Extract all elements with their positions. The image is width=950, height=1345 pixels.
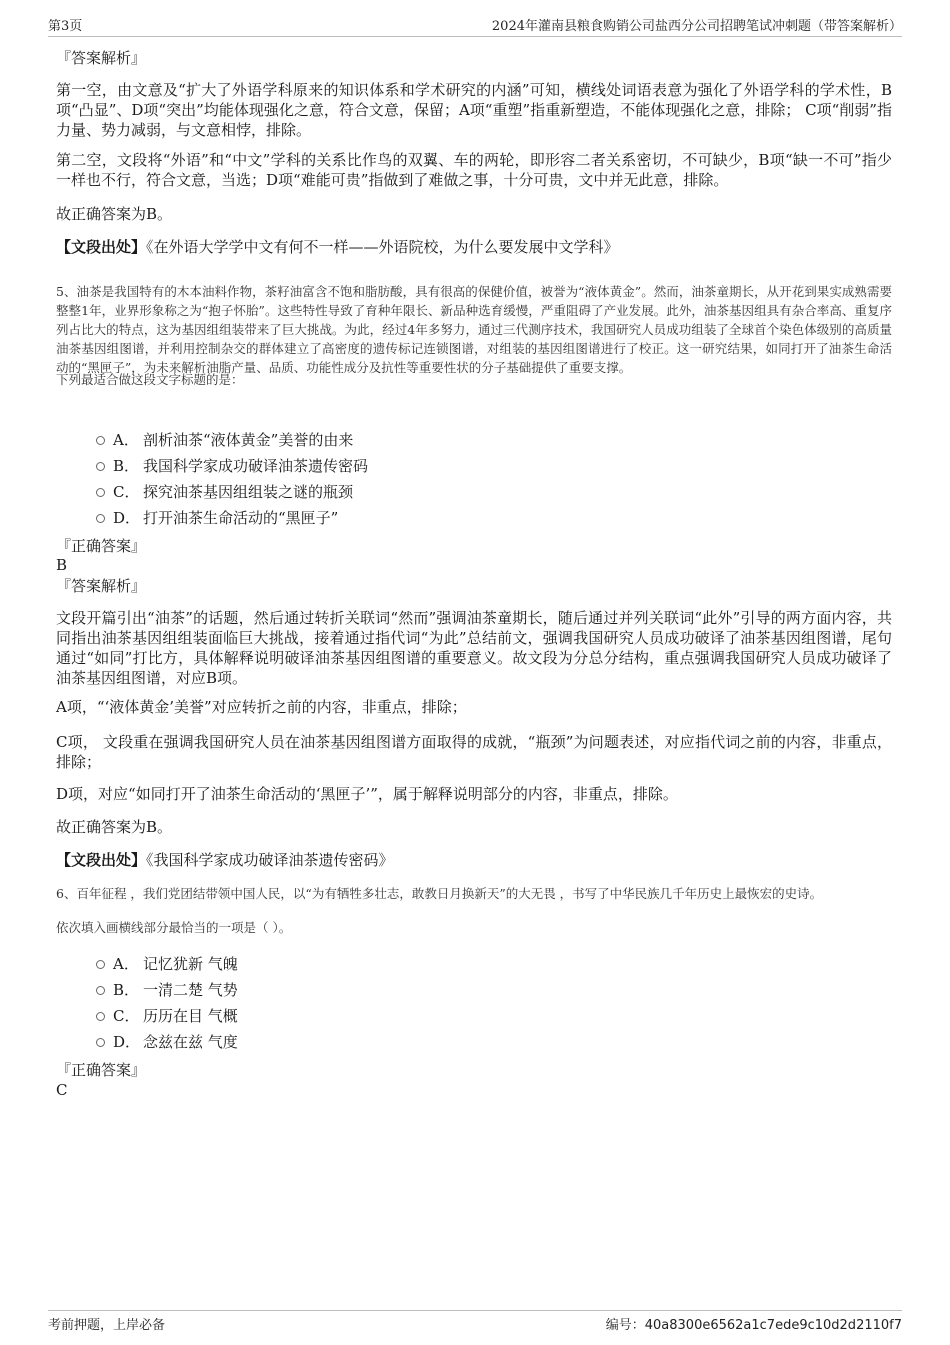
option-text: 历历在目 气概 [143,1007,238,1025]
q5-analysis-3: C项， 文段重在强调我国研究人员在油茶基因组图谱方面取得的成就，“瓶颈”为问题表述，对应指代词之前的内容，非重点，排除； [56,733,892,771]
q4-source-label: 【文段出处】 [56,238,147,256]
q4-analysis-para2: 第二空，文段将“外语”和“中文”学科的关系比作鸟的双翼、车的两轮，即形容二者关系密切，不可缺少，B项“缺一不可”指少一样也不行，符合文意，当选；D项“难能可贵”指做到了难做之事，十分可贵，文中并无此意，排除。 [56,151,892,189]
radio-icon[interactable] [96,960,105,969]
option-text: 我国科学家成功破译油茶遗传密码 [143,457,369,475]
footer-slogan: 考前押题，上岸必备 [48,1318,166,1333]
option-letter: B． [113,981,140,999]
option-text: 打开油茶生命活动的“黑匣子” [143,509,339,527]
q5-option-c[interactable] [96,481,353,503]
q6-option-a[interactable] [96,953,238,975]
radio-icon[interactable] [96,1038,105,1047]
q5-option-b[interactable] [96,455,368,477]
option-letter: A． [113,955,139,973]
option-text: 记忆犹新 气魄 [143,955,238,973]
document-code [606,1314,902,1333]
option-letter: D． [113,1033,141,1051]
q4-analysis-para1: 第一空，由文意及“扩大了外语学科原来的知识体系和学术研究的内涵”可知，横线处词语表意为强化了外语学科的学术性，B项“凸显”、D项“突出”均能体现强化之意，符合文意，保留；A项“重塑”指重新塑造，不能体现强化之意，排除； C项“削弱”指力量、势力减弱，与文意相悖，排除。 [56,81,892,139]
option-text: 剖析油茶“液体黄金”美誉的由来 [143,431,354,449]
q6-option-c[interactable] [96,1005,238,1027]
option-letter: B． [113,457,140,475]
q6-option-b[interactable] [96,979,238,1001]
q5-question: 下列最适合做这段文字标题的是： [56,372,244,387]
q6-question: 依次填入画横线部分最恰当的一项是（ ）。 [56,920,292,935]
q5-answer-label: 『正确答案』 [56,537,147,555]
q4-analysis-label: 『答案解析』 [56,49,147,67]
radio-icon[interactable] [96,436,105,445]
radio-icon[interactable] [96,514,105,523]
radio-icon[interactable] [96,986,105,995]
radio-icon[interactable] [96,462,105,471]
option-letter: C． [113,1007,140,1025]
page-number: 第3页 [48,19,83,34]
q6-passage: 6、百年征程 ，我们党团结带领中国人民，以“为有牺牲多壮志，敢教日月换新天”的大无畏 ，书写了中华民族几千年历史上最恢宏的史诗。 [56,886,823,901]
radio-icon[interactable] [96,488,105,497]
q4-conclusion: 故正确答案为B。 [56,205,173,223]
q5-conclusion: 故正确答案为B。 [56,818,173,836]
page-header [48,14,902,37]
q4-source [56,237,892,257]
q5-analysis-1: 文段开篇引出“油茶”的话题，然后通过转折关联词“然而”强调油茶童期长，随后通过并列关联词“此外”引导的两方面内容，共同指出油茶基因组组装面临巨大挑战，接着通过指代词“为此”总结前文，强调我国研究人员成功破译了油茶基因组图谱，尾句通过“如同”打比方，具体解释说明破译油茶基因组图谱的重要意义。故文段为分总分结构，重点强调我国研究人员成功破译了油茶基因组图谱，对应B项。 [56,609,892,687]
q5-option-a[interactable] [96,429,353,451]
code-value: 40a8300e6562a1c7ede9c10d2d2110f7 [644,1318,902,1333]
q5-passage: 5、油茶是我国特有的木本油料作物，茶籽油富含不饱和脂肪酸，具有很高的保健价值，被誉为“液体黄金”。然而，油茶童期长，从开花到果实成熟需要整整1年，业界形象称之为“抱子怀胎”。这些特性导致了育种年限长、新品种选育缓慢，严重阻碍了产业发展。此外，油茶基因组具有杂合率高、重复序列占比大的特点，这为基因组组装带来了巨大挑战。为此，经过4年多努力，通过三代测序技术，我国研究人员成功组装了全球首个染色体级别的高质量油茶基因组图谱，并利用控制杂交的群体建立了高密度的遗传标记连锁图谱，对组装的基因组图谱进行了校正。这一研究结果，如同打开了油茶生命活动的“黑匣子”，为未来解析油脂产量、品质、功能性成分及抗性等重要性状的分子基础提供了重要支撑。 [56,284,892,375]
document-title: 2024年灌南县粮食购销公司盐西分公司招聘笔试冲刺题（带答案解析） [491,19,902,34]
q5-analysis-label: 『答案解析』 [56,577,147,595]
option-letter: C． [113,483,140,501]
q6-option-d[interactable] [96,1031,238,1053]
option-text: 念兹在兹 气度 [143,1033,238,1051]
q4-source-text: 《在外语大学学中文有何不一样——外语院校，为什么要发展中文学科》 [146,238,619,256]
radio-icon[interactable] [96,1012,105,1021]
q6-answer: C [56,1081,68,1099]
q5-source-text: 《我国科学家成功破译油茶遗传密码》 [146,851,394,869]
q5-option-d[interactable] [96,507,338,529]
option-letter: A． [113,431,139,449]
code-label: 编号： [605,1318,645,1333]
option-text: 探究油茶基因组组装之谜的瓶颈 [143,483,354,501]
q5-analysis-4: D项，对应“如同打开了油茶生命活动的‘黑匣子’”，属于解释说明部分的内容，非重点，排除。 [56,785,678,803]
q5-source-label: 【文段出处】 [56,851,147,869]
q5-answer: B [56,556,68,574]
page-footer [48,1310,902,1333]
option-text: 一清二楚 气势 [143,981,238,999]
q5-analysis-2: A项，“‘液体黄金’美誉”对应转折之前的内容，非重点，排除； [56,698,467,716]
q6-answer-label: 『正确答案』 [56,1061,147,1079]
option-letter: D． [113,509,141,527]
q5-source [56,850,892,870]
